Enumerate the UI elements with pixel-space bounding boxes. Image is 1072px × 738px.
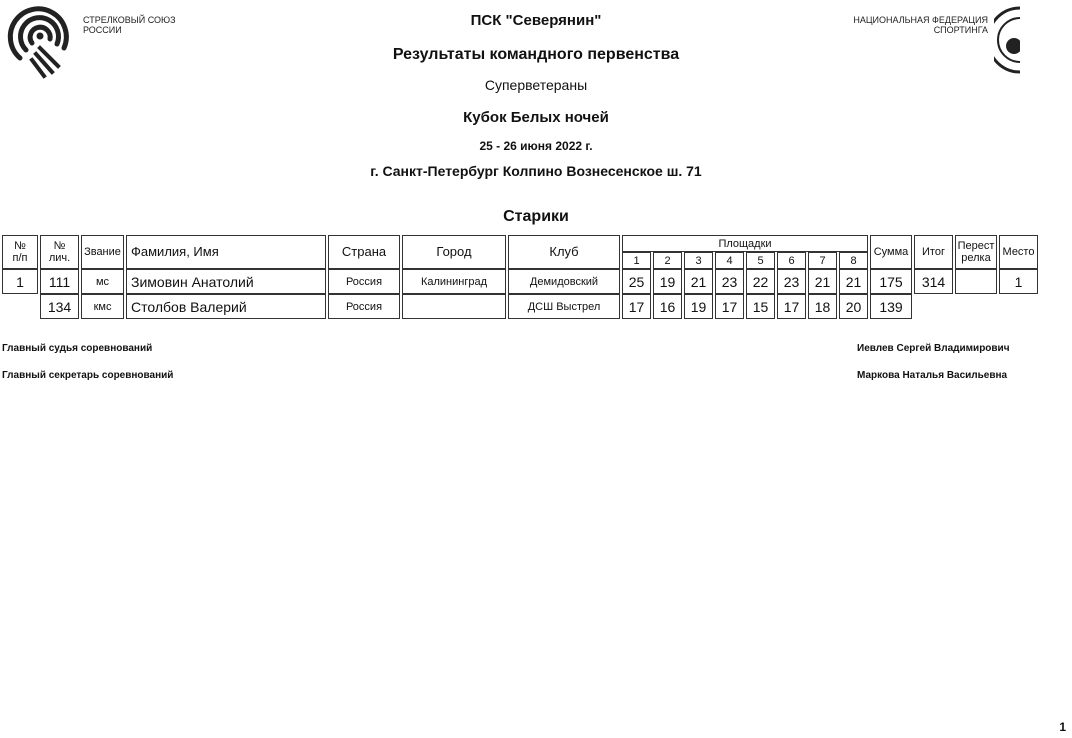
col-header-city: Город	[402, 235, 506, 269]
col-header-num: № п/п	[2, 235, 38, 269]
area-number: 1	[622, 252, 651, 269]
cell-sum: 139	[870, 294, 912, 319]
cell-city: Калининград	[402, 269, 506, 294]
results-table	[0, 235, 1040, 319]
cell-score: 21	[808, 269, 837, 294]
area-number: 2	[653, 252, 682, 269]
left-org-name: СТРЕЛКОВЫЙ СОЮЗ РОССИИ	[83, 15, 176, 35]
cell-score: 22	[746, 269, 775, 294]
cell-score: 18	[808, 294, 837, 319]
cell-shootoff	[955, 269, 997, 294]
cell-num	[2, 294, 38, 319]
right-org-name: НАЦИОНАЛЬНАЯ ФЕДЕРАЦИЯ СПОРТИНГА	[853, 15, 988, 35]
cell-score: 21	[839, 269, 868, 294]
cell-score: 16	[653, 294, 682, 319]
chief-secretary-role: Главный секретарь соревнований	[2, 370, 174, 381]
area-number: 5	[746, 252, 775, 269]
col-header-place: Место	[999, 235, 1038, 269]
cell-score: 23	[777, 269, 806, 294]
cell-sum: 175	[870, 269, 912, 294]
cell-score: 17	[622, 294, 651, 319]
cell-score: 17	[777, 294, 806, 319]
area-number: 4	[715, 252, 744, 269]
cell-name: Зимовин Анатолий	[126, 269, 326, 294]
col-header-areas: Площадки	[622, 235, 868, 252]
col-header-country: Страна	[328, 235, 400, 269]
cell-rank: кмс	[81, 294, 124, 319]
chief-secretary-name: Маркова Наталья Васильевна	[857, 370, 1008, 381]
area-number: 3	[684, 252, 713, 269]
table-row	[2, 269, 1038, 294]
cell-lic: 111	[40, 269, 79, 294]
col-header-shootoff: Перест релка	[955, 235, 997, 269]
col-header-sum: Сумма	[870, 235, 912, 269]
category-title: Суперветераны	[484, 77, 588, 93]
chief-judge-name: Иевлев Сергей Владимирович	[857, 343, 1010, 354]
chief-judge-role: Главный судья соревнований	[2, 343, 153, 354]
col-header-total: Итог	[914, 235, 953, 269]
cell-score: 19	[684, 294, 713, 319]
cup-title: Кубок Белых ночей	[463, 109, 609, 126]
cell-score: 19	[653, 269, 682, 294]
cell-country: Россия	[328, 294, 400, 319]
cell-club: Демидовский	[508, 269, 620, 294]
page-number: 1	[1059, 720, 1066, 734]
cell-place: 1	[999, 269, 1038, 294]
org-title: ПСК "Северянин"	[470, 12, 602, 29]
main-title: Результаты командного первенства	[392, 46, 680, 63]
cell-score: 23	[715, 269, 744, 294]
cell-club: ДСШ Выстрел	[508, 294, 620, 319]
group-title: Старики	[503, 208, 569, 225]
cell-country: Россия	[328, 269, 400, 294]
col-header-name: Фамилия, Имя	[126, 235, 326, 269]
cell-score: 21	[684, 269, 713, 294]
area-number: 8	[839, 252, 868, 269]
col-header-rank: Звание	[81, 235, 124, 269]
col-header-club: Клуб	[508, 235, 620, 269]
area-number: 6	[777, 252, 806, 269]
cell-num: 1	[2, 269, 38, 294]
cell-score: 17	[715, 294, 744, 319]
cell-score: 25	[622, 269, 651, 294]
cell-total: 314	[914, 269, 953, 294]
col-header-lic: № лич.	[40, 235, 79, 269]
cell-name: Столбов Валерий	[126, 294, 326, 319]
cell-rank: мс	[81, 269, 124, 294]
table-row	[2, 294, 1038, 319]
cell-city	[402, 294, 506, 319]
cell-score: 15	[746, 294, 775, 319]
area-number: 7	[808, 252, 837, 269]
cell-score: 20	[839, 294, 868, 319]
event-place: г. Санкт-Петербург Колпино Вознесенское ш. 71	[370, 163, 702, 179]
cell-lic: 134	[40, 294, 79, 319]
event-dates: 25 - 26 июня 2022 г.	[479, 139, 593, 153]
